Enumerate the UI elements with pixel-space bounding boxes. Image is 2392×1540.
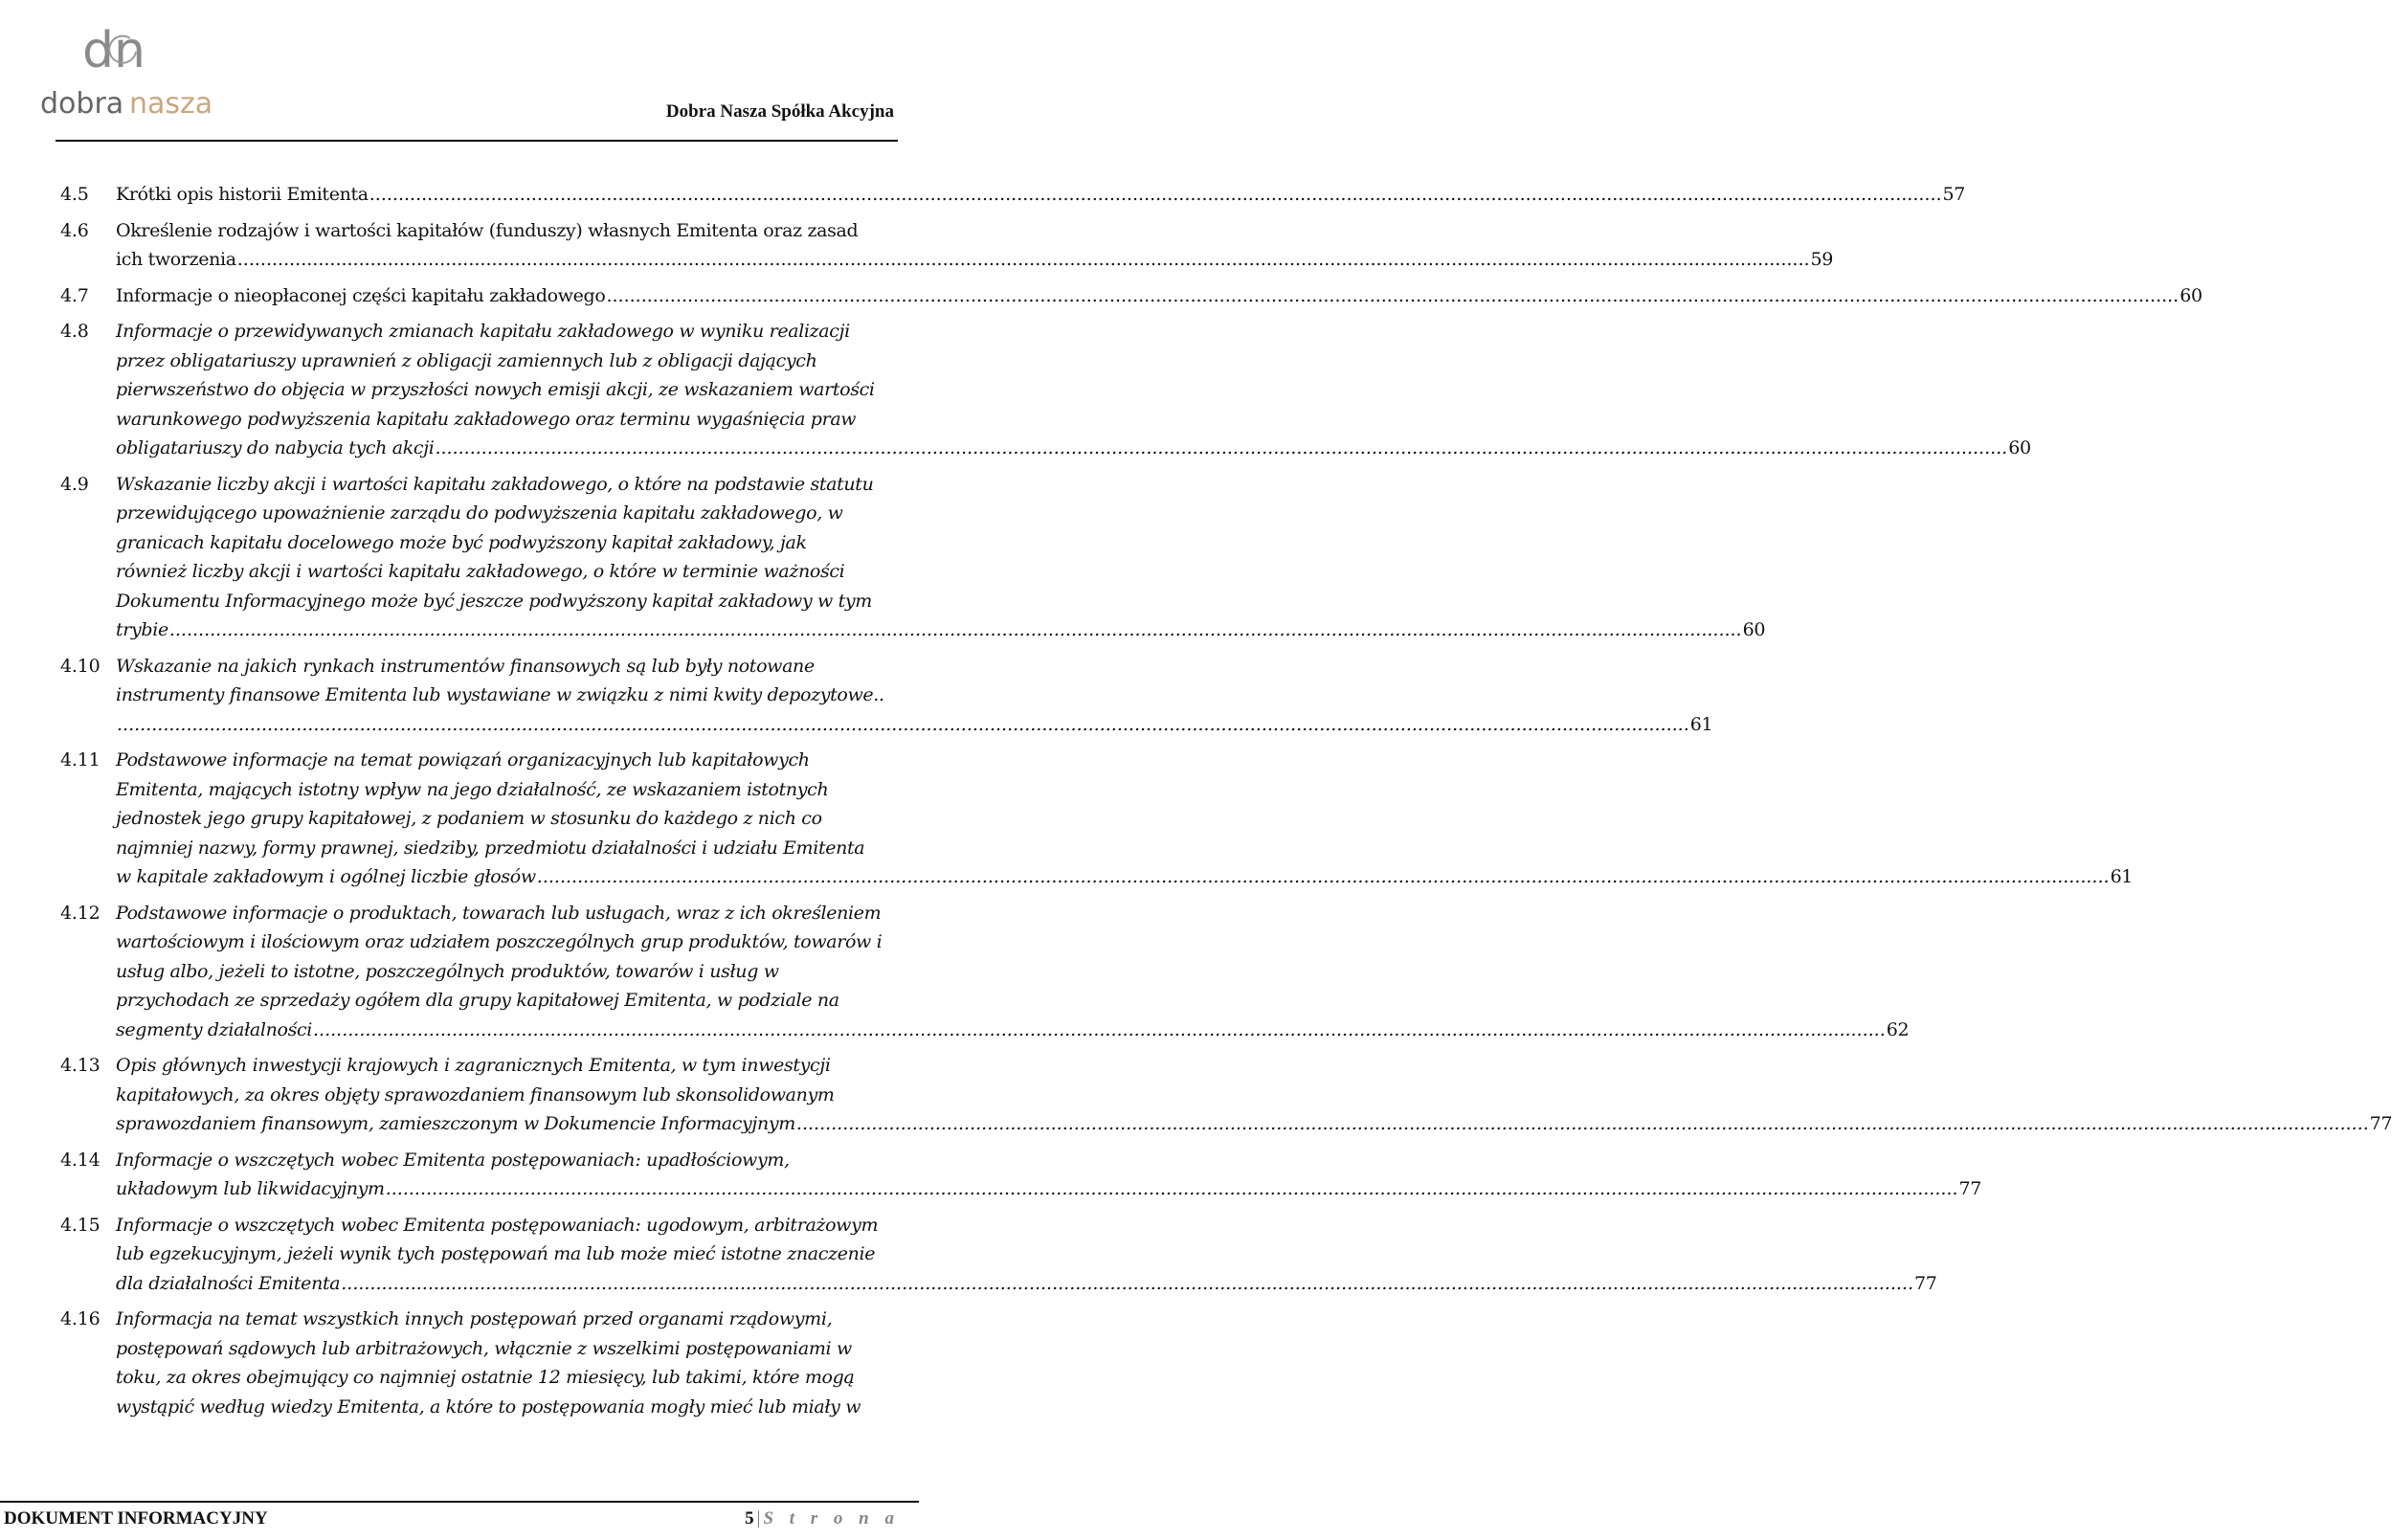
company-name: Dobra Nasza Spółka Akcyjna bbox=[665, 101, 894, 122]
logo-mark: dn bbox=[82, 22, 145, 79]
toc-entry-last-text: segmenty działalności bbox=[116, 1018, 312, 1040]
toc-entry-line: Podstawowe informacje na temat powiązań organizacyjnych lub kapitałowych bbox=[116, 749, 810, 770]
toc-leader-dots bbox=[796, 1109, 2369, 1139]
toc-entry[interactable] bbox=[60, 470, 1766, 645]
toc-entry-line: Wskazanie na jakich rynkach instrumentów finansowych są lub były notowane bbox=[116, 655, 815, 677]
toc-entry-last-text: trybie bbox=[116, 619, 168, 640]
toc-page-number[interactable]: 61 bbox=[1689, 713, 1713, 735]
logo-word-dobra: dobra bbox=[40, 87, 124, 121]
toc-page-number[interactable]: 62 bbox=[1886, 1018, 1910, 1040]
toc-entry-line: lub egzekucyjnym, jeżeli wynik tych postępowań ma lub może mieć istotne znaczenie bbox=[116, 1243, 876, 1264]
toc-entry-line: Opis głównych inwestycji krajowych i zagranicznych Emitenta, w tym inwestycji bbox=[116, 1055, 831, 1076]
toc-entry[interactable] bbox=[60, 746, 2134, 892]
toc-entry-line: toku, za okres obejmujący co najmniej ostatnie 12 miesięcy, lub takimi, które mogą bbox=[116, 1367, 855, 1388]
toc-entry-title bbox=[116, 1305, 895, 1421]
toc-leader-dots bbox=[435, 434, 2007, 463]
toc-leader-dots bbox=[341, 1269, 1913, 1299]
toc-entry-number: 4.14 bbox=[60, 1149, 101, 1171]
toc-entry-line: jednostek jego grupy kapitałowej, z podaniem w stosunku do każdego z nich co bbox=[116, 808, 822, 829]
toc-entry-last-text: w kapitale zakładowym i ogólnej liczbie głosów bbox=[116, 866, 536, 887]
toc-page-number[interactable]: 57 bbox=[1942, 184, 1966, 205]
toc-leader-dots bbox=[537, 862, 2110, 892]
toc-entry-number: 4.15 bbox=[60, 1214, 101, 1236]
toc-entry-number: 4.5 bbox=[60, 184, 89, 205]
toc-entry-line: również liczby akcji i wartości kapitału zakładowego, o które w terminie ważności bbox=[116, 561, 845, 582]
toc-entry[interactable] bbox=[60, 1211, 1937, 1299]
toc-entry-line: wartościowym i ilościowym oraz udziałem poszczególnych grup produktów, towarów i bbox=[116, 931, 883, 952]
toc-entry-line: Określenie rodzajów i wartości kapitałów (funduszy) własnych Emitenta oraz zasad bbox=[116, 219, 859, 241]
toc-entry-last-line bbox=[116, 862, 2133, 892]
toc-leader-dots bbox=[386, 1174, 1958, 1204]
toc-entry-line: Podstawowe informacje o produktach, towarach lub usługach, wraz z ich określeniem bbox=[116, 902, 882, 924]
toc-entry-line: Informacje o przewidywanych zmianach kapitału zakładowego w wyniku realizacji bbox=[116, 321, 850, 342]
toc-entry-last-line bbox=[116, 180, 1965, 210]
toc-entry[interactable] bbox=[60, 281, 2202, 311]
page-header bbox=[0, 0, 919, 144]
toc-entry[interactable] bbox=[60, 317, 2031, 463]
toc-entry-last-text: ich tworzenia bbox=[116, 249, 236, 270]
toc-entry-title bbox=[116, 281, 2202, 311]
toc-entry-number: 4.16 bbox=[60, 1308, 101, 1329]
toc-leader-dots bbox=[606, 281, 2179, 311]
toc-entry-line: kapitałowych, za okres objęty sprawozdaniem finansowym lub skonsolidowanym bbox=[116, 1083, 835, 1105]
toc-entry-last-line bbox=[116, 710, 1712, 740]
toc-entry-line: usług albo, jeżeli to istotne, poszczególnych produktów, towarów i usług w bbox=[116, 960, 779, 982]
toc-entry-title bbox=[116, 216, 1833, 275]
toc-entry-line: wystąpić według wiedzy Emitenta, a które to postępowania mogły mieć lub miały w bbox=[116, 1395, 861, 1417]
footer-strona: S t r o n a bbox=[763, 1508, 900, 1529]
toc-page-number[interactable]: 77 bbox=[1958, 1178, 1981, 1199]
toc-entry[interactable] bbox=[60, 899, 1910, 1045]
toc-entry-number: 4.11 bbox=[60, 749, 101, 770]
toc-leader-dots bbox=[169, 615, 1742, 645]
toc-page-number[interactable]: 60 bbox=[2180, 284, 2202, 306]
toc-entry-line: najmniej nazwy, formy prawnej, siedziby, przedmiotu działalności i udziału Emitenta bbox=[116, 837, 865, 859]
footer-page-label bbox=[745, 1508, 900, 1529]
toc-entry-number: 4.7 bbox=[60, 284, 89, 306]
footer-page-number: 5 bbox=[745, 1508, 754, 1529]
toc-entry-title bbox=[116, 470, 1765, 645]
toc-entry-last-line bbox=[116, 1174, 1981, 1204]
toc-page-number[interactable]: 59 bbox=[1810, 249, 1834, 270]
toc-entry[interactable] bbox=[60, 1305, 895, 1421]
toc-entry-line: Informacja na temat wszystkich innych postępowań przed organami rządowymi, bbox=[116, 1308, 833, 1329]
toc-entry-last-line bbox=[116, 1269, 1936, 1299]
toc-entry-title bbox=[116, 180, 1965, 210]
toc-entry-line: Informacje o wszczętych wobec Emitenta postępowaniach: ugodowym, arbitrażowym bbox=[116, 1214, 879, 1236]
toc-entry-line: Wskazanie liczby akcji i wartości kapitału zakładowego, o które na podstawie statutu bbox=[116, 473, 874, 495]
toc-entry[interactable] bbox=[60, 216, 1834, 275]
toc-entry[interactable] bbox=[60, 1146, 1981, 1204]
toc-entry-line: Dokumentu Informacyjnego może być jeszcze podwyższony kapitał zakładowy w tym bbox=[116, 590, 872, 612]
toc-entry-line: warunkowego podwyższenia kapitału zakładowego oraz terminu wygaśnięcia praw bbox=[116, 408, 857, 430]
toc-entry-line: przewidującego upoważnienie zarządu do podwyższenia kapitału zakładowego, w bbox=[116, 502, 843, 524]
toc-leader-dots bbox=[369, 180, 1942, 210]
toc-entry-title bbox=[116, 1146, 1981, 1204]
toc-entry-line: Emitenta, mających istotny wpływ na jego działalność, ze wskazaniem istotnych bbox=[116, 778, 829, 800]
toc-page-number[interactable]: 61 bbox=[2110, 866, 2134, 887]
toc-entry-title bbox=[116, 1051, 2392, 1139]
toc-leader-dots bbox=[237, 245, 1810, 275]
toc-leader-dots bbox=[117, 710, 1689, 740]
table-of-contents bbox=[60, 180, 2392, 1428]
toc-entry-last-line bbox=[116, 281, 2202, 311]
toc-entry-line: przez obligatariuszy uprawnień z obligacji zamiennych lub z obligacji dających bbox=[116, 349, 817, 371]
toc-entry[interactable] bbox=[60, 1051, 2392, 1139]
toc-entry-last-text: Krótki opis historii Emitenta bbox=[116, 184, 369, 205]
toc-entry-last-line bbox=[116, 1109, 2392, 1139]
header-divider bbox=[56, 140, 898, 142]
toc-entry-last-line bbox=[116, 434, 2031, 463]
footer-separator: | bbox=[756, 1508, 761, 1529]
toc-page-number[interactable]: 77 bbox=[2369, 1113, 2392, 1134]
toc-page-number[interactable]: 60 bbox=[1742, 619, 1766, 640]
toc-entry-line: Informacje o wszczętych wobec Emitenta postępowaniach: upadłościowym, bbox=[116, 1149, 790, 1171]
toc-entry-line: przychodach ze sprzedaży ogółem dla grupy kapitałowej Emitenta, w podziale na bbox=[116, 990, 839, 1011]
toc-leader-dots bbox=[313, 1016, 1886, 1045]
toc-page-number[interactable]: 60 bbox=[2008, 437, 2031, 458]
toc-entry[interactable] bbox=[60, 652, 1713, 740]
toc-entry-number: 4.6 bbox=[60, 219, 89, 241]
toc-entry-last-text: obligatariuszy do nabycia tych akcji bbox=[116, 437, 435, 458]
toc-entry-line: instrumenty finansowe Emitenta lub wystawiane w związku z nimi kwity depozytowe.. bbox=[116, 684, 884, 705]
toc-entry-last-text: Informacje o nieopłaconej części kapitału zakładowego bbox=[116, 284, 606, 306]
toc-entry-number: 4.8 bbox=[60, 321, 89, 342]
toc-entry-last-text: układowym lub likwidacyjnym bbox=[116, 1178, 385, 1199]
footer-document-title: DOKUMENT INFORMACYJNY bbox=[4, 1508, 268, 1529]
toc-entry[interactable] bbox=[60, 180, 1966, 210]
toc-entry-last-line bbox=[116, 245, 1833, 275]
toc-entry-title bbox=[116, 899, 1909, 1045]
toc-entry-last-text: sprawozdaniem finansowym, zamieszczonym w Dokumencie Informacyjnym bbox=[116, 1113, 795, 1134]
toc-entry-last-text: dla działalności Emitenta bbox=[116, 1272, 341, 1294]
toc-entry-last-line bbox=[116, 615, 1765, 645]
logo-word-nasza: nasza bbox=[129, 87, 213, 121]
toc-entry-line: granicach kapitału docelowego może być podwyższony kapitał zakładowy, jak bbox=[116, 531, 807, 553]
toc-entry-number: 4.12 bbox=[60, 902, 101, 924]
toc-entry-number: 4.9 bbox=[60, 473, 89, 495]
toc-entry-line: postępowań sądowych lub arbitrażowych, włącznie z wszelkimi postępowaniami w bbox=[116, 1337, 852, 1359]
toc-entry-line: pierwszeństwo do objęcia w przyszłości nowych emisji akcji, ze wskazaniem wartości bbox=[116, 379, 875, 400]
toc-entry-last-line bbox=[116, 1016, 1909, 1045]
toc-entry-title bbox=[116, 746, 2133, 892]
footer-divider bbox=[0, 1501, 919, 1503]
toc-entry-title bbox=[116, 1211, 1936, 1299]
toc-entry-title bbox=[116, 652, 1712, 740]
toc-entry-title bbox=[116, 317, 2031, 463]
toc-page-number[interactable]: 77 bbox=[1914, 1272, 1937, 1294]
toc-entry-number: 4.13 bbox=[60, 1055, 101, 1076]
company-logo bbox=[19, 8, 239, 126]
toc-entry-number: 4.10 bbox=[60, 655, 101, 677]
